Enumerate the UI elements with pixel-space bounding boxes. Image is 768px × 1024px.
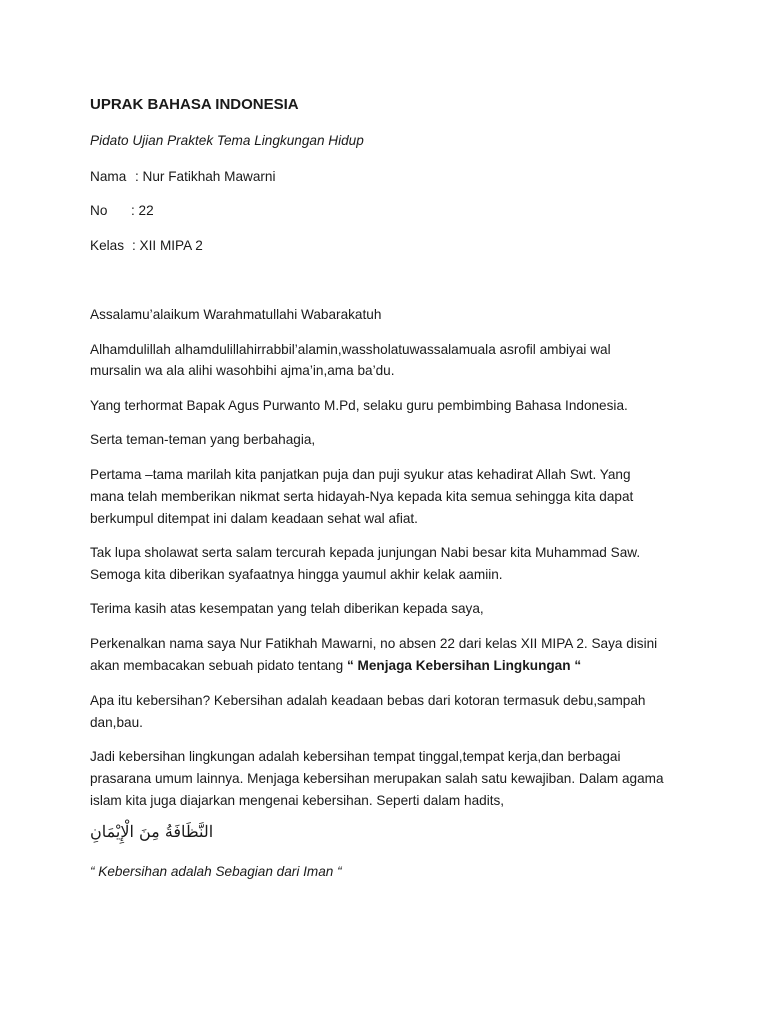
paragraph-4-line-3: berkumpul ditempat ini dalam keadaan sehat wal afiat. — [90, 511, 418, 526]
hadith-translation: “ Kebersihan adalah Sebagian dari Iman “ — [90, 864, 342, 879]
paragraph-9-line-2: prasarana umum lainnya. Menjaga kebersihan merupakan salah satu kewajiban. Dalam agama — [90, 771, 664, 786]
paragraph-4-line-2: mana telah memberikan nikmat serta hidayah-Nya kepada kita semua sehingga kita dapat — [90, 489, 634, 504]
paragraph-9-line-3: islam kita juga diajarkan mengenai kebersihan. Seperti dalam hadits, — [90, 793, 505, 808]
paragraph-3: Serta teman-teman yang berbahagia, — [90, 432, 316, 447]
paragraph-5-line-1: Tak lupa sholawat serta salam tercurah kepada junjungan Nabi besar kita Muhammad Saw. — [90, 545, 641, 560]
paragraph-salam: Assalamu’alaikum Warahmatullahi Wabarakatuh — [90, 307, 382, 322]
paragraph-5-line-2: Semoga kita diberikan syafaatnya hingga yaumul akhir kelak aamiin. — [90, 567, 503, 582]
field-nama-value: : Nur Fatikhah Mawarni — [135, 169, 276, 184]
field-nama — [90, 167, 276, 187]
document-title: UPRAK BAHASA INDONESIA — [90, 96, 299, 113]
paragraph-2: Yang terhormat Bapak Agus Purwanto M.Pd, selaku guru pembimbing Bahasa Indonesia. — [90, 398, 628, 413]
field-kelas — [90, 236, 203, 256]
paragraph-8-line-2: dan,bau. — [90, 715, 143, 730]
field-no-label: No — [90, 203, 108, 218]
field-kelas-label: Kelas — [90, 238, 125, 253]
field-kelas-value: : XII MIPA 2 — [132, 238, 203, 253]
paragraph-8-line-1: Apa itu kebersihan? Kebersihan adalah keadaan bebas dari kotoran termasuk debu,sampah — [90, 693, 646, 708]
arabic-hadith: النَّظَافَةُ مِنَ الْإِيْمَانِ — [90, 822, 214, 841]
paragraph-9-line-1: Jadi kebersihan lingkungan adalah kebersihan tempat tinggal,tempat kerja,dan berbagai — [90, 749, 621, 764]
paragraph-7-line-2 — [90, 656, 581, 676]
field-nama-label: Nama — [90, 169, 127, 184]
paragraph-1-line-1: Alhamdulillah alhamdulillahirrabbil’alamin,wassholatuwassalamuala asrofil ambiyai wal — [90, 342, 611, 357]
paragraph-7-line-1: Perkenalkan nama saya Nur Fatikhah Mawarni, no absen 22 dari kelas XII MIPA 2. Saya disini — [90, 636, 658, 651]
field-no-value: : 22 — [131, 203, 154, 218]
paragraph-6: Terima kasih atas kesempatan yang telah diberikan kepada saya, — [90, 601, 484, 616]
document-subtitle: Pidato Ujian Praktek Tema Lingkungan Hidup — [90, 133, 364, 148]
paragraph-1-line-2: mursalin wa ala alihi wasohbihi ajma’in,ama ba’du. — [90, 363, 395, 378]
field-no — [90, 201, 154, 221]
speech-topic: “ Menjaga Kebersihan Lingkungan “ — [346, 658, 582, 673]
paragraph-4-line-1: Pertama –tama marilah kita panjatkan puja dan puji syukur atas kehadirat Allah Swt. Yang — [90, 467, 631, 482]
paragraph-7-line-2-text: akan membacakan sebuah pidato tentang — [90, 658, 347, 673]
